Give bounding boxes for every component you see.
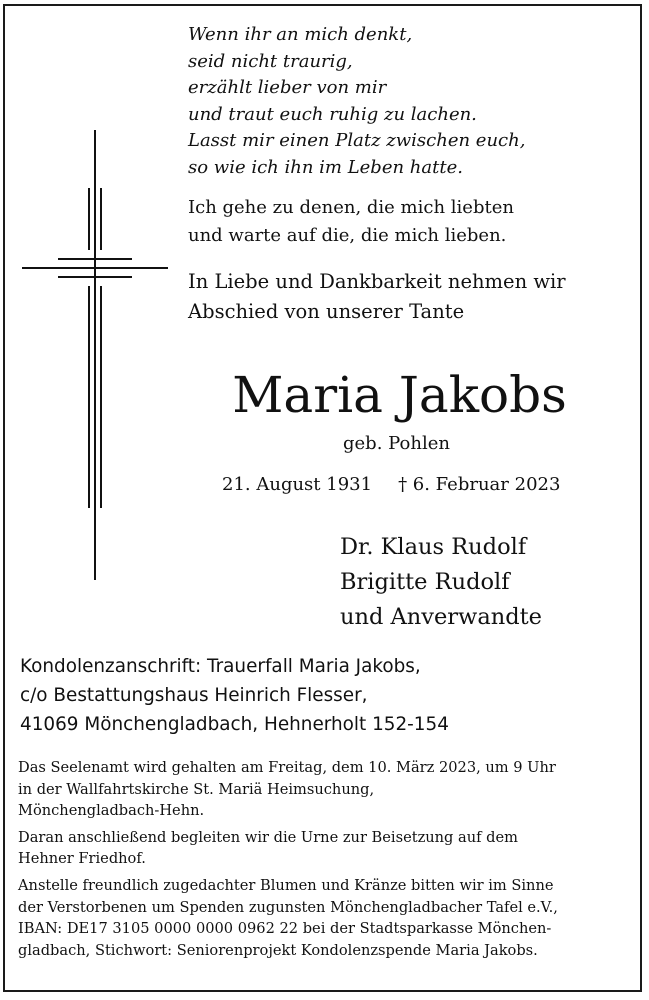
mourner-line: Brigitte Rudolf <box>340 569 510 595</box>
burial-line: Daran anschließend begleiten wir die Urne zur Beisetzung auf dem <box>18 828 518 846</box>
poem-line: und traut euch ruhig zu lachen. <box>188 103 477 125</box>
donation-line: der Verstorbenen um Spenden zugunsten Mönchengladbacher Tafel e.V., <box>18 898 558 916</box>
quote <box>188 194 514 250</box>
farewell-line: Abschied von unserer Tante <box>188 300 465 323</box>
maiden-name: geb. Pohlen <box>343 433 450 454</box>
mourners <box>340 530 542 635</box>
poem-line: Wenn ihr an mich denkt, <box>188 24 413 45</box>
mass-line: in der Wallfahrtskirche St. Mariä Heimsuchung, <box>18 780 375 798</box>
deceased-name: Maria Jakobs <box>232 366 567 424</box>
mourner-line: und Anverwandte <box>340 604 542 630</box>
address-line: 41069 Mönchengladbach, Hehnerholt 152-154 <box>20 714 449 735</box>
farewell-text <box>188 267 566 327</box>
address-line: c/o Bestattungshaus Heinrich Flesser, <box>20 685 368 706</box>
condolence-address <box>20 652 449 739</box>
life-dates <box>222 472 560 498</box>
death-date: † 6. Februar 2023 <box>398 474 561 495</box>
burial-line: Hehner Friedhof. <box>18 850 146 868</box>
quote-line: Ich gehe zu denen, die mich liebten <box>188 197 514 218</box>
poem-line: Lasst mir einen Platz zwischen euch, <box>188 130 526 152</box>
mourner-line: Dr. Klaus Rudolf <box>340 534 527 560</box>
donation-line: IBAN: DE17 3105 0000 0000 0962 22 bei der Stadtsparkasse Mönchen- <box>18 920 552 938</box>
poem-line: so wie ich ihn im Leben hatte. <box>188 156 463 178</box>
service-details <box>18 757 558 966</box>
poem-line: seid nicht traurig, <box>188 50 353 72</box>
donation-line: Anstelle freundlich zugedachter Blumen und Kränze bitten wir im Sinne <box>18 876 554 894</box>
mass-line: Mönchengladbach-Hehn. <box>18 802 205 820</box>
quote-line: und warte auf die, die mich lieben. <box>188 225 507 246</box>
birth-date: 21. August 1931 <box>222 474 373 495</box>
farewell-line: In Liebe und Dankbarkeit nehmen wir <box>188 270 566 293</box>
poem <box>188 22 525 182</box>
cross-icon <box>20 128 172 584</box>
mass-line: Das Seelenamt wird gehalten am Freitag, dem 10. März 2023, um 9 Uhr <box>18 759 556 776</box>
burial-paragraph <box>18 827 558 870</box>
donation-line: gladbach, Stichwort: Seniorenprojekt Kondolenzspende Maria Jakobs. <box>18 941 538 959</box>
donation-paragraph <box>18 875 558 961</box>
address-line: Kondolenzanschrift: Trauerfall Maria Jakobs, <box>20 656 421 677</box>
poem-line: erzählt lieber von mir <box>188 77 387 99</box>
mass-paragraph <box>18 757 558 822</box>
